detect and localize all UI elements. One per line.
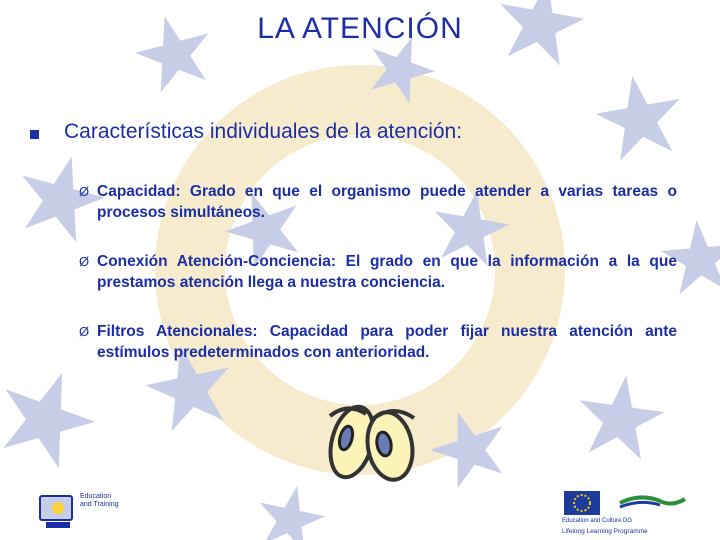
arrow-bullet-icon: Ø	[79, 254, 90, 269]
education-culture-label: Education and Culture DG	[562, 518, 633, 524]
arrow-bullet-icon: Ø	[79, 324, 90, 339]
slide-title: LA ATENCIÓN	[257, 12, 463, 45]
arrow-bullet-icon: Ø	[79, 184, 90, 199]
list-item: Filtros Atencionales: Capacidad para poder fijar nuestra atención ante estímulos predeterminados con anterioridad.	[97, 323, 677, 361]
education-training-label: Education and Training	[80, 493, 119, 508]
list-item: Conexión Atención-Conciencia: El grado en que la información a la que prestamos atención llega a nuestra conciencia.	[97, 253, 677, 291]
section-heading: Características individuales de la atención:	[64, 120, 463, 143]
list-item: Capacidad: Grado en que el organismo puede atender a varias tareas o procesos simultáneos.	[97, 183, 677, 221]
cartoon-eyes-image	[318, 398, 422, 486]
lifelong-learning-label: Lifelong Learning Programme	[562, 528, 648, 535]
square-bullet-icon	[30, 130, 39, 139]
